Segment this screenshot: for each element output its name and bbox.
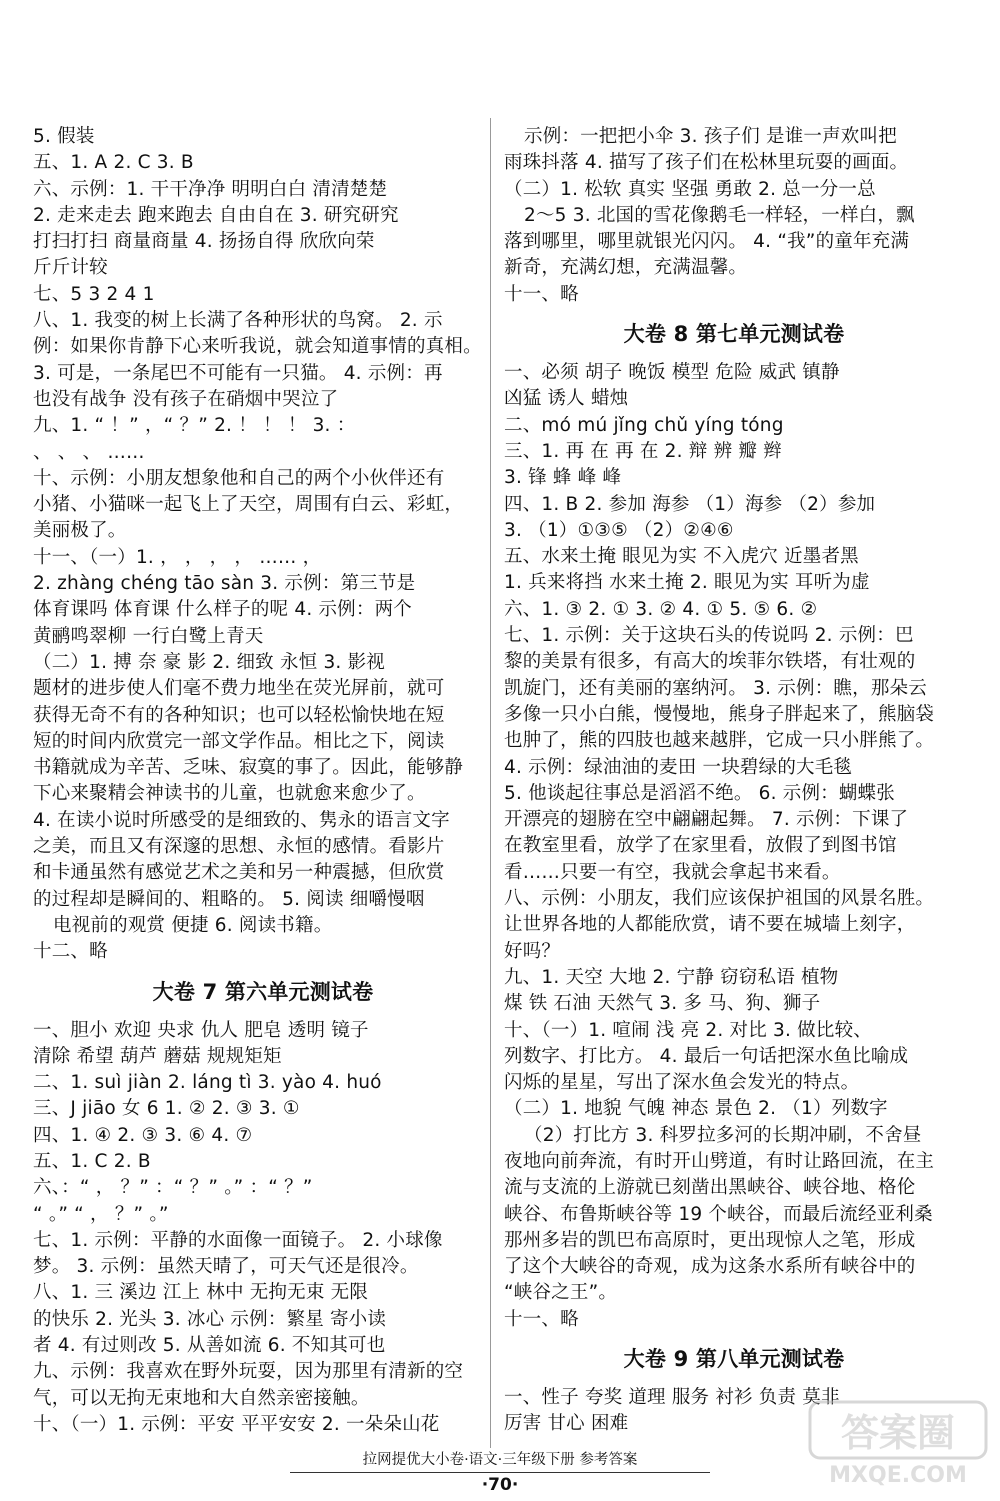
answer-line: 的快乐 2. 光头 3. 冰心 示例：繁星 寄小读 — [33, 1308, 387, 1330]
answer-line: 多像一只小白熊，慢慢地，熊身子胖起来了，熊脑袋 — [504, 703, 935, 725]
answer-line: 开漂亮的翅膀在空中翩翩起舞。 7. 示例：下课了 — [504, 809, 909, 831]
answer-line: 3. 锋 蜂 峰 峰 — [504, 467, 622, 489]
answer-line: 七、1. 示例：关于这块石头的传说吗 2. 示例：巴 — [504, 625, 914, 647]
answer-line: 5. 他谈起往事总是滔滔不绝。 6. 示例：蝴蝶张 — [504, 782, 895, 804]
answer-line: 、 、 、 …… — [33, 441, 145, 463]
answer-line: 煤 铁 石油 天然气 3. 多 马、狗、狮子 — [504, 993, 821, 1015]
answer-line: 3. 可是，一条尾巴不可能有一只猫。 4. 示例：再 — [33, 362, 443, 384]
watermark-text: 答案圈 — [840, 1411, 956, 1455]
answer-line: 五、1. C 2. B — [33, 1150, 151, 1172]
answer-line: 也没有战争 没有孩子在硝烟中哭泣了 — [33, 388, 339, 410]
answer-line: 短的时间内欣赏完一部文学作品。相比之下，阅读 — [33, 730, 445, 752]
answer-line: 十一、略 — [504, 1308, 579, 1330]
answer-line: 凶猛 诱人 蜡烛 — [504, 388, 629, 410]
answer-line: 黄鹂鸣翠柳 一行白鹭上青天 — [33, 625, 264, 647]
answer-line: 题材的进步使人们毫不费力地坐在荧光屏前，就可 — [33, 678, 445, 700]
answer-line: 3. （1）①③⑤ （2）②④⑥ — [504, 519, 734, 541]
answer-line: 美丽极了。 — [33, 520, 127, 542]
answer-line: 三、1. 再 在 再 在 2. 辩 辨 瓣 辫 — [504, 440, 782, 462]
answer-line: 九、1. “ ！” ，“ ？” 2. ！ ！ ！ 3. ： — [33, 415, 356, 437]
answer-line: 2～5 3. 北国的雪花像鹅毛一样轻，一样白，飘 — [524, 204, 915, 226]
answer-line: 四、1. B 2. 参加 海参 （1）海参 （2）参加 — [504, 493, 876, 515]
answer-line: 列数字、打比方。 4. 最后一句话把深水鱼比喻成 — [504, 1045, 909, 1067]
answer-line: 例：如果你肯静下心来听我说，就会知道事情的真相。 — [33, 336, 482, 358]
answer-line: 和卡通虽然有感觉艺术之美和另一种震撼，但欣赏 — [33, 862, 445, 884]
answer-line: 五、1. A 2. C 3. B — [33, 152, 194, 174]
answer-line: 十、（一）1. 示例：平安 平平安安 2. 一朵朵山花 — [33, 1413, 440, 1435]
answer-line: 斤斤计较 — [33, 257, 108, 279]
answer-line: 闪烁的星星，写出了深水鱼会发光的特点。 — [504, 1072, 860, 1094]
answer-line: 十、示例：小朋友想象他和自己的两个小伙伴还有 — [33, 467, 445, 489]
answer-line: 2. 走来走去 跑来跑去 自由自在 3. 研究研究 — [33, 204, 399, 226]
section-heading: 大卷 9 第八单元测试卷 — [623, 1347, 845, 1372]
answer-line: 十一、略 — [504, 283, 579, 305]
answer-line: 气，可以无拘无束地和大自然亲密接触。 — [33, 1387, 370, 1409]
answer-line: 示例：一把把小伞 3. 孩子们 是谁一声欢叫把 — [524, 126, 897, 147]
answer-line: 4. 示例：绿油油的麦田 一块碧绿的大毛毯 — [504, 756, 853, 778]
answer-line: 的过程却是瞬间的、粗略的。 5. 阅读 细嚼慢咽 — [33, 888, 425, 910]
answer-line: 九、示例：我喜欢在野外玩耍，因为那里有清新的空 — [33, 1361, 464, 1383]
answer-line: 打扫打扫 商量商量 4. 扬扬自得 欣欣向荣 — [33, 231, 375, 253]
answer-line: 十二、略 — [33, 941, 108, 963]
answer-line: 流与支流的上游就已刻凿出黑峡谷、峡谷地、格伦 — [504, 1177, 916, 1199]
answer-line: 七、1. 示例：平静的水面像一面镜子。 2. 小球像 — [33, 1229, 443, 1251]
answer-line: 落到哪里，哪里就银光闪闪。 4. “我”的童年充满 — [504, 231, 910, 253]
answer-line: 清除 希望 葫芦 蘑菇 规规矩矩 — [33, 1045, 282, 1067]
answer-line: （二）1. 松软 真实 坚强 勇敢 2. 总一分一总 — [504, 178, 876, 200]
answer-line: 书籍就成为辛苦、乏味、寂寞的事了。因此，能够静 — [33, 757, 464, 779]
right-column — [504, 124, 964, 1438]
answer-line: 2. zhàng chéng tāo sàn 3. 示例：第三节是 — [33, 573, 416, 595]
answer-line: 七、5 3 2 4 1 — [33, 283, 155, 305]
answer-line: 1. 兵来将挡 水来土掩 2. 眼见为实 耳听为虚 — [504, 572, 870, 594]
left-column — [33, 124, 493, 1438]
answer-line: 八、示例：小朋友，我们应该保护祖国的风景名胜。 — [504, 888, 935, 910]
answer-line: 5. 假装 — [33, 126, 95, 147]
answer-line: 夜地向前奔流，有时开山劈道，有时让路回流，在主 — [504, 1150, 935, 1172]
answer-line: “ 。” “ ， ？” 。” — [33, 1203, 169, 1225]
answer-line: 获得无奇不有的各种知识；也可以轻松愉快地在短 — [33, 704, 445, 726]
answer-line: 在教室里看，放学了在家里看，放假了到图书馆 — [504, 835, 897, 857]
section-heading: 大卷 7 第六单元测试卷 — [152, 979, 374, 1004]
watermark-logo-icon — [808, 1398, 988, 1490]
answer-line: 厉害 甘心 困难 — [504, 1413, 629, 1435]
footer-rule — [290, 1472, 710, 1473]
answer-line: 十一、（一）1. ， ， ， ， …… ， — [33, 546, 322, 568]
answer-line: 那州多岩的凯巴布高原时，更出现惊人之笔，形成 — [504, 1229, 916, 1251]
answer-line: 电视前的观赏 便捷 6. 阅读书籍。 — [53, 914, 333, 936]
answer-line: 八、1. 我变的树上长满了各种形状的鸟窝。 2. 示 — [33, 310, 443, 332]
answer-line: 好吗？ — [504, 940, 561, 962]
answer-line: 峡谷、布鲁斯峡谷等 19 个峡谷，而最后流经亚利桑 — [504, 1203, 933, 1225]
answer-line: 让世界各地的人都能欣赏，请不要在城墙上刻字， — [504, 914, 916, 936]
answer-line: 一、胆小 欢迎 央求 仇人 肥皂 透明 镜子 — [33, 1019, 369, 1041]
answer-line: 八、1. 三 溪边 江上 林中 无拘无束 无限 — [33, 1282, 369, 1304]
answer-line: 也肿了，熊的四肢也越来越胖，它成一只小胖熊了。 — [504, 730, 935, 752]
watermark-url: MXQE.COM — [829, 1463, 967, 1488]
answer-line: （二）1. 地貌 气魄 神态 景色 2. （1）列数字 — [504, 1098, 888, 1120]
answer-line: 一、性子 夸奖 道理 服务 衬衫 负责 莫非 — [504, 1387, 840, 1409]
answer-line: 六、1. ③ 2. ① 3. ② 4. ① 5. ⑤ 6. ② — [504, 598, 818, 620]
answer-line: 四、1. ④ 2. ③ 3. ⑥ 4. ⑦ — [33, 1124, 253, 1146]
answer-line: 九、1. 天空 大地 2. 宁静 窃窃私语 植物 — [504, 966, 839, 988]
answer-line: 六、示例：1. 干干净净 明明白白 清清楚楚 — [33, 178, 388, 200]
column-divider — [490, 118, 491, 1448]
answer-line: 小猪、小猫咪一起飞上了天空，周围有白云、彩虹， — [33, 494, 464, 516]
answer-line: 者 4. 有过则改 5. 从善如流 6. 不知其可也 — [33, 1335, 386, 1357]
answer-line: 新奇，充满幻想，充满温馨。 — [504, 257, 748, 279]
page-number: ·70· — [481, 1475, 519, 1495]
answer-line: 三、J jiāo 女 6 1. ② 2. ③ 3. ① — [33, 1098, 300, 1120]
answer-line: 凯旋门，还有美丽的塞纳河。 3. 示例：瞧，那朵云 — [504, 677, 927, 699]
answer-line: 黎的美景有很多，有高大的埃菲尔铁塔，有壮观的 — [504, 651, 916, 673]
answer-line: （2）打比方 3. 科罗拉多河的长期冲刷，不舍昼 — [524, 1124, 922, 1146]
answer-line: 五、水来土掩 眼见为实 不入虎穴 近墨者黑 — [504, 546, 859, 568]
answer-line: 之美，而且又有深邃的思想、永恒的感情。看影片 — [33, 836, 445, 858]
answer-line: 看……只要一有空，我就会拿起书来看。 — [504, 861, 841, 883]
answer-line: 体育课吗 体育课 什么样子的呢 4. 示例：两个 — [33, 599, 412, 621]
answer-line: 一、必须 胡子 晚饭 模型 危险 威武 镇静 — [504, 362, 840, 384]
answer-line: 梦。 3. 示例：虽然天晴了，可天气还是很冷。 — [33, 1256, 419, 1278]
answer-line: 二、mó mú jǐng chǔ yíng tóng — [504, 414, 784, 436]
answer-line: 六、：“ ， ？” ：“ ？” 。” ：“ ？” — [33, 1177, 313, 1199]
section-heading: 大卷 8 第七单元测试卷 — [623, 322, 845, 347]
footer-title: 拉网提优大小卷·语文·三年级下册 参考答案 — [362, 1452, 638, 1468]
answer-line: 雨珠抖落 4. 描写了孩子们在松林里玩耍的画面。 — [504, 152, 909, 174]
answer-line: “峡谷之王”。 — [504, 1282, 618, 1304]
answer-line: 十、（一）1. 喧闹 浅 亮 2. 对比 3. 做比较、 — [504, 1019, 872, 1041]
answer-line: 下心来聚精会神读书的儿童，也就愈来愈少了。 — [33, 783, 426, 805]
answer-line: （二）1. 搏 奈 豪 影 2. 细致 永恒 3. 影视 — [33, 651, 385, 673]
answer-line: 4. 在读小说时所感受的是细致的、隽永的语言文字 — [33, 809, 450, 831]
answer-line: 二、1. suì jiàn 2. láng tì 3. yào 4. huó — [33, 1072, 382, 1094]
answer-line: 了这个大峡谷的奇观，成为这条水系所有峡谷中的 — [504, 1256, 916, 1278]
watermark-logo — [808, 1398, 988, 1490]
